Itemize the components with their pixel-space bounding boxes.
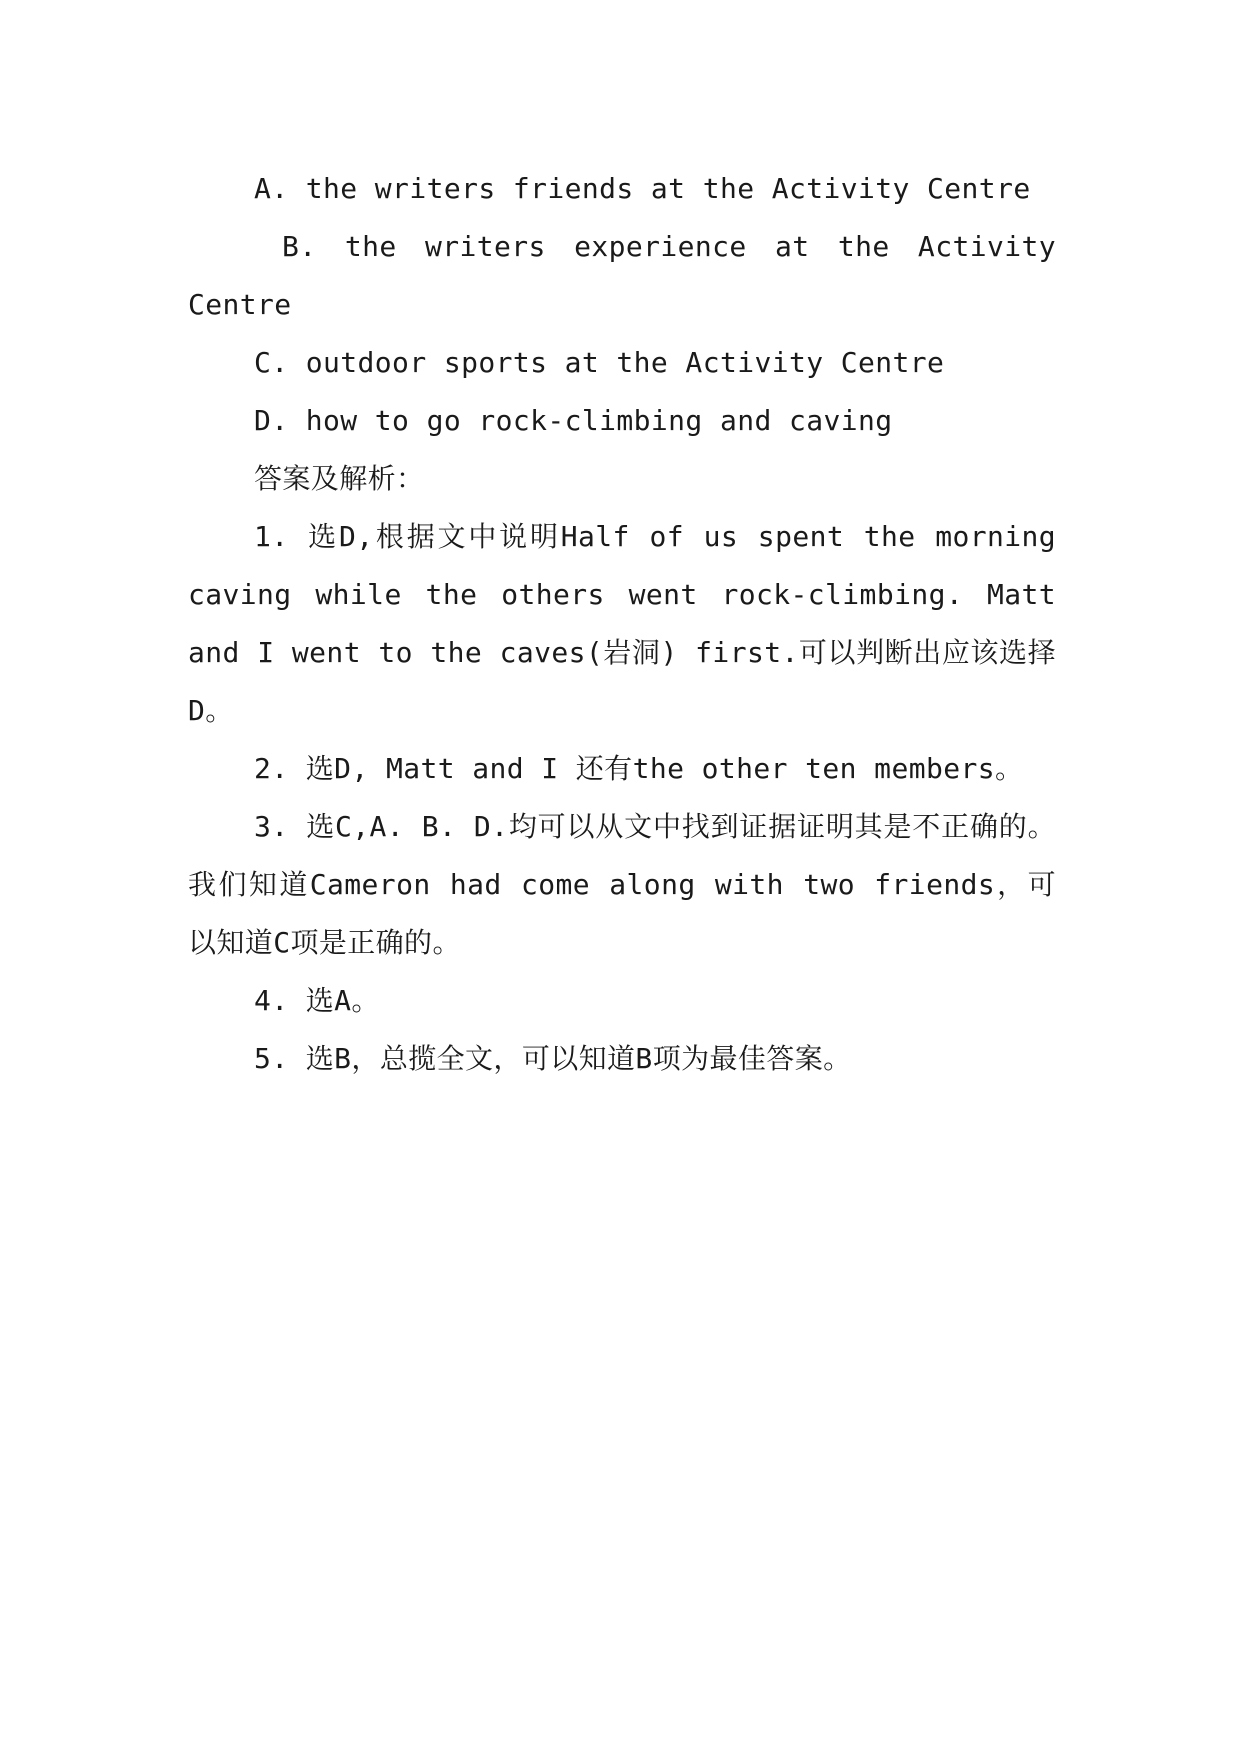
option-c: C. outdoor sports at the Activity Centre xyxy=(254,346,945,379)
answer-item-3: 3. 选C,A. B. D.均可以从文中找到证据证明其是不正确的。我们知道Cameron had come along with two friends，可以知道C项是正确的。 xyxy=(188,810,1056,959)
option-b: B. the writers experience at the Activity Centre xyxy=(188,230,1056,321)
answer-item-1: 1. 选D,根据文中说明Half of us spent the morning caving while the others went rock-climbing. Matt and I went to the caves(岩洞) first.可以判断出应该选择D。 xyxy=(188,520,1056,727)
option-a: A. the writers friends at the Activity Centre xyxy=(254,172,1031,205)
option-d: D. how to go rock-climbing and caving xyxy=(254,404,893,437)
answer-item-2: 2. 选D, Matt and I 还有the other ten members。 xyxy=(254,752,1024,785)
answer-item-4: 4. 选A。 xyxy=(254,984,380,1017)
answer-item-5: 5. 选B，总揽全文，可以知道B项为最佳答案。 xyxy=(254,1042,852,1075)
answers-heading: 答案及解析： xyxy=(254,462,425,495)
document-body xyxy=(188,160,1056,1088)
